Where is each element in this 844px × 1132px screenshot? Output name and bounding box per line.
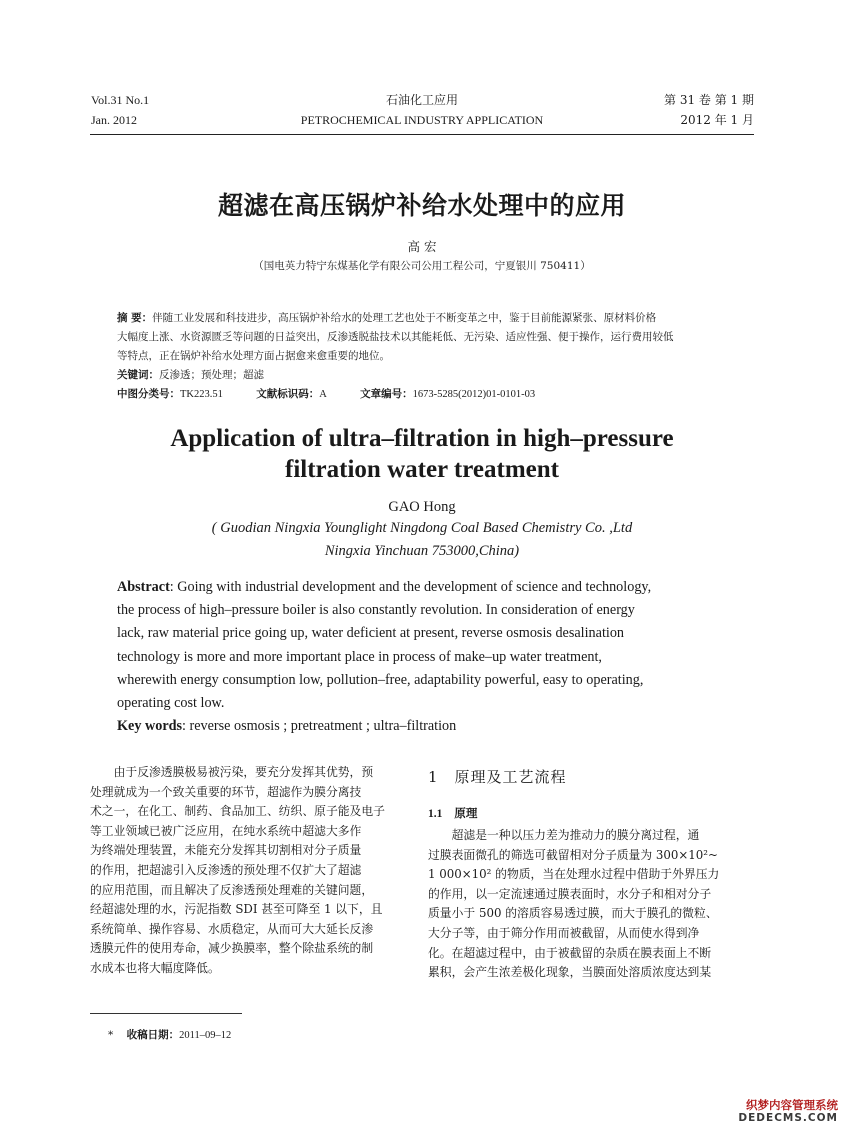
body-line: 水成本也将大幅度降低。 [90,960,220,975]
abstract-en-line: operating cost low. [117,695,225,712]
watermark-line2: DEDECMS.COM [738,1112,838,1124]
abstract-en-line: : Going with industrial development and the development of science and technology, [169,579,652,595]
watermark-line1: 织梦内容管理系统 [746,1098,838,1112]
doc-code: A [319,389,327,400]
keywords-en: : reverse osmosis ; pretreatment ; ultra–filtration [182,718,457,735]
received-date: 2011–09–12 [179,1030,232,1041]
affiliation-cn: （国电英力特宁东煤基化学有限公司公用工程公司，宁夏银川 750411） [253,260,591,272]
keywords-en-label: Key words [117,718,183,735]
clc-label: 中图分类号： [117,388,180,400]
abstract-en-label: Abstract [117,579,170,595]
footnote-mark: * [108,1029,114,1041]
body-line: 化。在超滤过程中，由于被截留的杂质在膜表面上不断 [428,945,712,960]
body-line: 透膜元件的使用寿命，减少换膜率，整个除盐系统的制 [90,941,374,956]
author-cn: 高 宏 [407,239,437,254]
abstract-cn-line: 等特点，正在锅炉补给水处理方面占据愈来愈重要的地位。 [117,350,390,362]
body-line: 术之一，在化工、制药、食品加工、纺织、原子能及电子 [90,804,385,819]
issue-date: Jan. 2012 [91,113,137,127]
issue-date-cn: 2012 年 1 月 [680,113,754,127]
keywords-cn: 反渗透；预处理；超滤 [159,369,264,381]
issue-number-cn: 第 31 卷 第 1 期 [664,93,754,107]
watermark-logo [738,1098,838,1124]
footnote-rule [90,1013,242,1014]
body-right-column [428,826,754,983]
body-line: 超滤是一种以压力差为推动力的膜分离过程，通 [451,828,700,842]
classification-row [117,385,727,404]
body-line: 质量小于 500 的溶质容易透过膜，而大于膜孔的微粒、 [428,906,718,921]
title-en-line1: Application of ultra–filtration in high–pressure [170,425,674,452]
body-line: 为终端处理装置，未能充分发挥其切割相对分子质量 [90,843,362,858]
body-left-column [90,763,414,979]
section-1-number: 1 [428,768,439,786]
body-line: 系统简单、操作容易、水质稳定，从而可大大延长反渗 [90,921,374,936]
abstract-cn-label: 摘 要： [117,312,153,324]
journal-name-en: PETROCHEMICAL INDUSTRY APPLICATION [300,113,544,127]
section-1-1-number: 1.1 [428,808,443,820]
body-line: 累积，会产生浓差极化现象，当膜面处溶质浓度达到某 [428,965,712,980]
abstract-en-line: lack, raw material price going up, water deficient at present, reverse osmosis desalination [117,625,625,642]
abstract-en [117,576,727,738]
title-cn: 超滤在高压锅炉补给水处理中的应用 [217,191,626,220]
abstract-en-line: wherewith energy consumption low, pollution–free, adaptability powerful, easy to operating, [117,671,644,688]
body-line: 经超滤处理的水，污泥指数 SDI 甚至可降至 1 以下，且 [90,902,383,917]
section-1-title: 原理及工艺流程 [454,768,567,786]
volume-number: Vol.31 No.1 [91,93,150,107]
keywords-cn-label: 关键词： [117,369,159,381]
body-line: 过膜表面微孔的筛选可截留相对分子质量为 300×10²~ [428,847,718,862]
body-line: 处理就成为一个致关重要的环节，超滤作为膜分离技 [90,784,362,799]
received-date-label: 收稿日期： [126,1029,180,1041]
clc-number: TK223.51 [180,389,223,400]
section-1-1-title: 原理 [454,806,478,820]
header-rule [90,134,754,135]
body-line: 1 000×10² 的物质，当在处理水过程中借助于外界压力 [428,867,720,882]
received-date-note [108,1027,231,1042]
doc-code-label: 文献标识码： [256,388,320,400]
body-line: 由于反渗透膜极易被污染，要充分发挥其优势，预 [113,765,374,779]
abstract-cn [117,309,727,404]
title-en-line2: filtration water treatment [285,456,559,483]
body-line: 的应用范围，而且解决了反渗透预处理难的关键问题， [90,882,374,897]
section-1-1-heading [428,805,477,821]
article-number-label: 文章编号： [360,388,413,400]
body-line: 等工业领域已被广泛应用，在纯水系统中超滤大多作 [90,823,362,838]
abstract-en-line: the process of high–pressure boiler is also constantly revolution. In consideration of energy [117,602,635,619]
author-en: GAO Hong [388,499,456,515]
affiliation-en-line2: Ningxia Yinchuan 753000,China) [324,543,520,559]
abstract-cn-line: 伴随工业发展和科技进步，高压锅炉补给水的处理工艺也处于不断变革之中，鉴于目前能源紧张、原材料价格 [152,312,657,324]
abstract-en-line: technology is more and more important place in process of make–up water treatment, [117,648,602,665]
article-number: 1673-5285(2012)01-0101-03 [412,389,536,400]
body-line: 的作用，把超滤引入反渗透的预处理不仅扩大了超滤 [90,862,362,877]
body-line: 大分子等，由于筛分作用而被截留，从而使水得到净 [428,925,700,940]
affiliation-en-line1: ( Guodian Ningxia Younglight Ningdong Coal Based Chemistry Co. ,Ltd [211,520,633,536]
journal-name-cn: 石油化工应用 [385,93,458,107]
section-1-heading [428,766,567,787]
body-line: 的作用，以一定流速通过膜表面时，水分子和相对分子 [428,886,712,901]
abstract-cn-line: 大幅度上涨、水资源匮乏等问题的日益突出，反渗透脱盐技术以其能耗低、无污染、适应性强、便于操作，运行费用较低 [117,331,674,343]
